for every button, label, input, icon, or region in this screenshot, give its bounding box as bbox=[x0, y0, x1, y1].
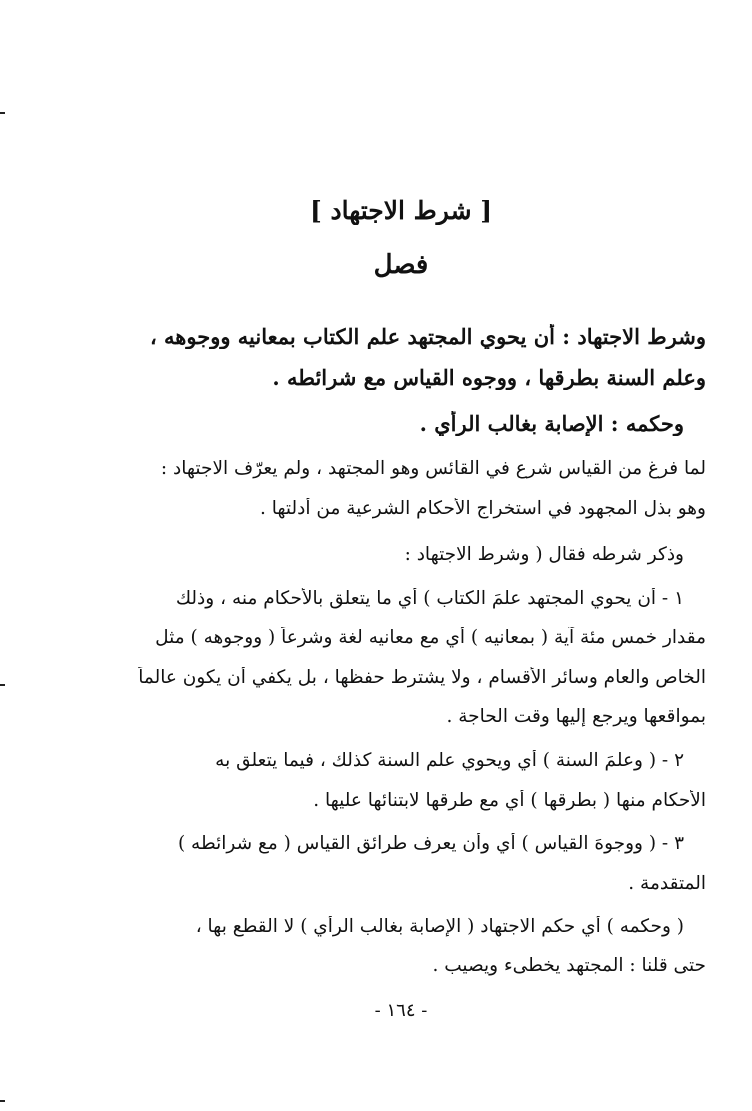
commentary-line: بمواقعها ويرجع إليها وقت الحاجة . bbox=[446, 706, 706, 727]
matn-line: وعلم السنة بطرقها ، ووجوه القياس مع شرائطه . bbox=[272, 365, 706, 390]
matn-line: وحكمه : الإصابة بغالب الرأي . bbox=[419, 411, 684, 436]
scan-edge-mark bbox=[0, 112, 5, 114]
commentary-line: مقدار خمس مئة آية ( بمعانيه ) أي مع معانيه لغة وشرعاً ( ووجوهه ) مثل bbox=[155, 627, 706, 648]
matn-line: وشرط الاجتهاد : أن يحوي المجتهد علم الكتاب بمعانيه ووجوهه ، bbox=[149, 324, 706, 349]
commentary-line: الأحكام منها ( بطرقها ) أي مع طرقها لابتنائها عليها . bbox=[313, 790, 706, 811]
commentary-line: ١ - أن يحوي المجتهد علمَ الكتاب ) أي ما يتعلق بالأحكام منه ، وذلك bbox=[175, 588, 684, 609]
chapter-heading: [ شرط الاجتهاد ] bbox=[309, 196, 493, 225]
scan-edge-mark bbox=[0, 684, 5, 686]
commentary-line: حتى قلنا : المجتهد يخطىء ويصيب . bbox=[432, 955, 706, 976]
section-label: فصل bbox=[373, 250, 429, 280]
commentary-line: الخاص والعام وسائر الأقسام ، ولا يشترط حفظها ، بل يكفي أن يكون عالماً bbox=[138, 667, 706, 688]
commentary-line: وذكر شرطه فقال ( وشرط الاجتهاد : bbox=[404, 544, 684, 565]
commentary-line: ( وحكمه ) أي حكم الاجتهاد ( الإصابة بغالب الرأي ) لا القطع بها ، bbox=[195, 916, 684, 937]
commentary-line: المتقدمة . bbox=[628, 873, 706, 894]
scan-edge-mark bbox=[0, 1100, 5, 1102]
commentary-line: ٣ - ( ووجوهَ القياس ) أي وأن يعرف طرائق القياس ( مع شرائطه ) bbox=[177, 833, 684, 854]
page-number: - ١٦٤ - bbox=[374, 1000, 428, 1021]
commentary-line: وهو بذل المجهود في استخراج الأحكام الشرعية من أدلتها . bbox=[259, 498, 706, 519]
commentary-line: ٢ - ( وعلمَ السنة ) أي ويحوي علم السنة كذلك ، فيما يتعلق به bbox=[215, 750, 684, 771]
text-column bbox=[96, 0, 706, 1111]
commentary-line: لما فرغ من القياس شرع في القائس وهو المجتهد ، ولم يعرّف الاجتهاد : bbox=[160, 458, 706, 479]
